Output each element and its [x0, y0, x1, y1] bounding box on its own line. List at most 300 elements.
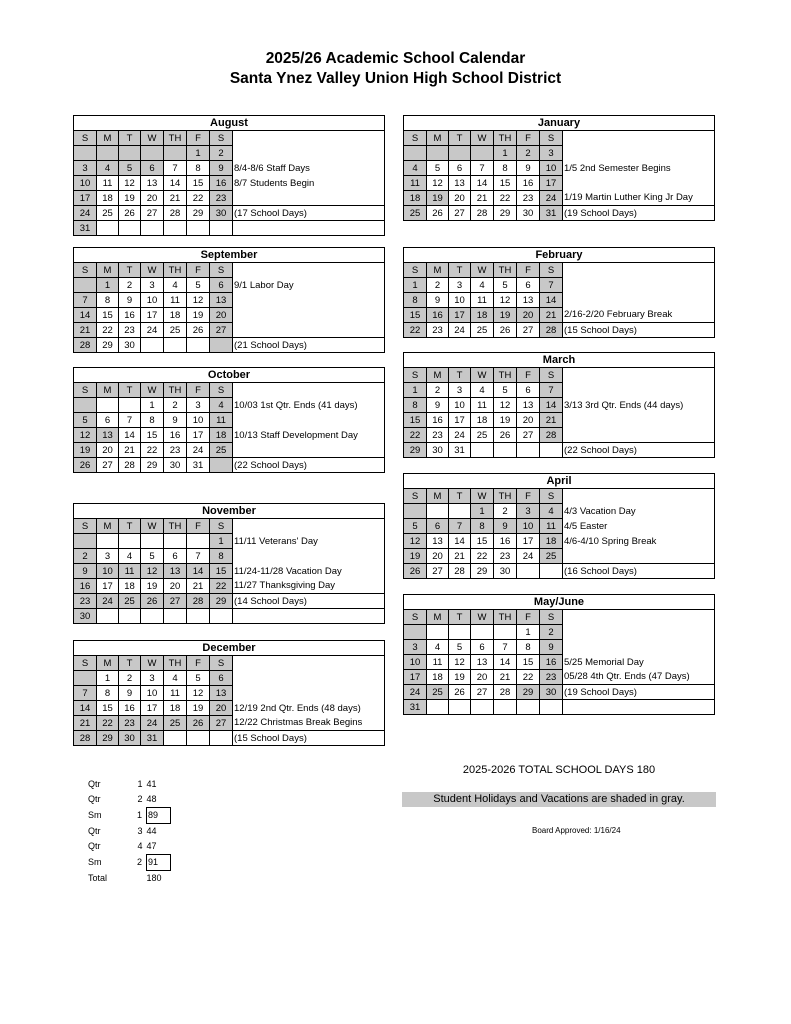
day-cell: 7	[187, 549, 210, 564]
day-cell: 28	[164, 206, 187, 221]
day-cell	[494, 700, 517, 715]
week-row	[404, 640, 715, 655]
day-cell: 12	[494, 293, 517, 308]
day-cell: 3	[74, 161, 97, 176]
day-of-week-header: TH	[164, 519, 187, 534]
day-cell: 19	[494, 308, 517, 323]
day-cell: 8	[187, 161, 210, 176]
day-cell: 17	[449, 413, 471, 428]
day-cell: 14	[74, 308, 97, 323]
day-note: 1/5 2nd Semester Begins	[563, 161, 715, 176]
day-of-week-header: S	[74, 131, 97, 146]
day-cell: 17	[187, 428, 210, 443]
day-cell: 16	[517, 176, 540, 191]
day-cell: 15	[404, 308, 427, 323]
day-cell: 26	[187, 716, 210, 731]
day-cell	[164, 146, 187, 161]
day-stats	[88, 777, 171, 886]
day-cell: 2	[517, 146, 540, 161]
stat-value: 47	[146, 841, 157, 851]
day-cell: 17	[449, 308, 471, 323]
day-of-week-header: S	[74, 383, 97, 398]
day-cell: 9	[517, 161, 540, 176]
week-row	[74, 308, 385, 323]
day-cell	[494, 625, 517, 640]
day-cell: 5	[427, 161, 449, 176]
day-cell: 14	[119, 428, 141, 443]
month-calendar-december	[73, 640, 385, 746]
day-cell	[404, 146, 427, 161]
day-cell: 17	[540, 176, 563, 191]
day-cell	[141, 534, 164, 549]
day-note	[233, 323, 385, 338]
day-cell: 1	[210, 534, 233, 549]
day-cell: 9	[119, 293, 141, 308]
day-cell: 24	[449, 323, 471, 338]
day-of-week-header: F	[517, 368, 540, 383]
day-note: (22 School Days)	[233, 458, 385, 473]
week-row	[74, 413, 385, 428]
stat-row	[88, 808, 171, 824]
week-row	[74, 398, 385, 413]
day-cell: 16	[427, 413, 449, 428]
day-note: 12/19 2nd Qtr. Ends (48 days)	[233, 701, 385, 716]
day-cell: 13	[427, 534, 449, 549]
day-cell: 22	[141, 443, 164, 458]
day-of-week-header: M	[97, 383, 119, 398]
day-cell	[427, 146, 449, 161]
day-cell: 18	[164, 701, 187, 716]
day-of-week-header: W	[471, 610, 494, 625]
stat-label: Sm	[88, 857, 102, 867]
day-note: 4/5 Easter	[563, 519, 715, 534]
day-cell: 22	[404, 428, 427, 443]
day-cell: 6	[471, 640, 494, 655]
day-cell: 10	[449, 398, 471, 413]
day-cell: 5	[494, 278, 517, 293]
stat-row	[88, 871, 171, 887]
day-cell: 22	[404, 323, 427, 338]
day-cell: 21	[74, 716, 97, 731]
stat-row	[88, 792, 171, 808]
day-cell: 1	[404, 278, 427, 293]
day-cell: 25	[97, 206, 119, 221]
day-cell: 29	[97, 338, 119, 353]
day-cell: 20	[427, 549, 449, 564]
day-cell: 4	[427, 640, 449, 655]
day-note: (14 School Days)	[233, 594, 385, 609]
day-cell	[97, 221, 119, 236]
stat-value: 180	[146, 873, 162, 883]
day-note: (19 School Days)	[563, 685, 715, 700]
day-cell: 28	[119, 458, 141, 473]
day-note: 05/28 4th Qtr. Ends (47 Days)	[563, 670, 715, 685]
day-note	[233, 609, 385, 624]
day-cell: 3	[449, 278, 471, 293]
day-cell	[97, 398, 119, 413]
day-cell: 7	[119, 413, 141, 428]
week-row	[74, 146, 385, 161]
day-cell: 13	[517, 398, 540, 413]
week-row	[74, 458, 385, 473]
day-cell: 2	[119, 671, 141, 686]
day-of-week-header: T	[449, 489, 471, 504]
day-cell: 25	[540, 549, 563, 564]
day-cell: 7	[494, 640, 517, 655]
day-cell: 22	[471, 549, 494, 564]
day-cell: 18	[119, 579, 141, 594]
day-cell: 26	[449, 685, 471, 700]
day-cell	[119, 534, 141, 549]
day-note	[563, 383, 715, 398]
day-cell	[471, 146, 494, 161]
day-cell: 13	[164, 564, 187, 579]
month-calendar-october	[73, 367, 385, 473]
day-cell: 27	[471, 685, 494, 700]
day-of-week-header: W	[141, 383, 164, 398]
day-cell: 30	[119, 731, 141, 746]
day-of-week-header: T	[119, 131, 141, 146]
day-note: 11/11 Veterans' Day	[233, 534, 385, 549]
day-cell: 23	[494, 549, 517, 564]
stat-number: 4	[137, 841, 143, 852]
day-cell: 26	[427, 206, 449, 221]
day-cell: 21	[471, 191, 494, 206]
day-cell: 4	[471, 383, 494, 398]
day-cell	[210, 221, 233, 236]
week-row	[404, 670, 715, 685]
day-cell: 22	[210, 579, 233, 594]
board-approval: Board Approved: 1/16/24	[532, 826, 621, 835]
week-row	[404, 413, 715, 428]
day-cell: 21	[119, 443, 141, 458]
day-cell: 22	[494, 191, 517, 206]
day-cell: 23	[517, 191, 540, 206]
day-cell: 1	[471, 504, 494, 519]
notes-column	[233, 263, 385, 278]
day-cell	[97, 534, 119, 549]
week-row	[74, 549, 385, 564]
day-of-week-header: S	[404, 131, 427, 146]
day-cell: 10	[449, 293, 471, 308]
week-row	[74, 716, 385, 731]
week-row	[404, 700, 715, 715]
day-cell: 5	[449, 640, 471, 655]
day-cell	[119, 146, 141, 161]
day-note	[563, 549, 715, 564]
day-cell: 4	[210, 398, 233, 413]
week-row	[404, 428, 715, 443]
day-cell	[449, 625, 471, 640]
day-cell	[164, 609, 187, 624]
day-note: 10/13 Staff Development Day	[233, 428, 385, 443]
day-cell: 6	[164, 549, 187, 564]
day-cell	[164, 338, 187, 353]
day-cell: 9	[494, 519, 517, 534]
day-cell: 27	[517, 428, 540, 443]
month-name: January	[404, 116, 715, 131]
day-cell: 20	[164, 579, 187, 594]
stat-row	[88, 777, 171, 792]
day-of-week-header: W	[471, 368, 494, 383]
day-cell: 23	[427, 428, 449, 443]
day-of-week-header: M	[427, 131, 449, 146]
day-cell: 9	[119, 686, 141, 701]
week-row	[74, 323, 385, 338]
day-cell: 18	[164, 308, 187, 323]
day-cell: 21	[187, 579, 210, 594]
week-row	[404, 504, 715, 519]
week-row	[74, 701, 385, 716]
week-row	[404, 206, 715, 221]
day-cell: 16	[427, 308, 449, 323]
day-cell: 25	[210, 443, 233, 458]
day-cell: 2	[164, 398, 187, 413]
day-of-week-header: T	[119, 383, 141, 398]
day-cell: 17	[404, 670, 427, 685]
day-note	[233, 443, 385, 458]
day-cell: 13	[141, 176, 164, 191]
week-row	[404, 519, 715, 534]
day-cell: 16	[540, 655, 563, 670]
day-cell: 14	[494, 655, 517, 670]
day-cell: 10	[74, 176, 97, 191]
day-cell: 17	[97, 579, 119, 594]
week-row	[404, 443, 715, 458]
day-cell: 15	[471, 534, 494, 549]
day-cell: 17	[517, 534, 540, 549]
day-cell: 30	[164, 458, 187, 473]
day-note: 5/25 Memorial Day	[563, 655, 715, 670]
day-cell: 14	[164, 176, 187, 191]
day-cell	[187, 534, 210, 549]
day-cell: 3	[449, 383, 471, 398]
day-cell	[74, 278, 97, 293]
stat-number: 2	[136, 857, 142, 867]
day-cell: 27	[449, 206, 471, 221]
day-cell: 24	[141, 323, 164, 338]
day-cell: 12	[119, 176, 141, 191]
notes-column	[563, 263, 715, 278]
day-cell: 29	[141, 458, 164, 473]
day-cell: 22	[97, 716, 119, 731]
stat-label: Qtr	[88, 825, 101, 836]
day-cell: 8	[471, 519, 494, 534]
day-cell: 12	[494, 398, 517, 413]
week-row	[404, 534, 715, 549]
day-cell: 20	[517, 308, 540, 323]
day-cell: 15	[494, 176, 517, 191]
day-of-week-header: W	[471, 263, 494, 278]
day-cell: 6	[141, 161, 164, 176]
week-row	[404, 191, 715, 206]
day-note: (16 School Days)	[563, 564, 715, 579]
day-cell: 16	[119, 701, 141, 716]
stat-row	[88, 824, 171, 840]
day-cell: 10	[141, 293, 164, 308]
day-cell	[97, 146, 119, 161]
month-calendar-may-june	[403, 594, 715, 715]
week-row	[74, 564, 385, 579]
day-cell: 8	[404, 398, 427, 413]
day-cell: 5	[119, 161, 141, 176]
day-cell: 23	[74, 594, 97, 609]
day-cell	[141, 146, 164, 161]
day-cell: 14	[449, 534, 471, 549]
total-school-days: 2025-2026 TOTAL SCHOOL DAYS 180	[462, 764, 656, 776]
day-note	[563, 625, 715, 640]
day-cell	[517, 700, 540, 715]
day-cell: 6	[210, 278, 233, 293]
day-of-week-header: S	[404, 489, 427, 504]
day-cell: 14	[471, 176, 494, 191]
day-cell: 30	[540, 685, 563, 700]
day-cell: 7	[449, 519, 471, 534]
day-cell: 30	[119, 338, 141, 353]
day-of-week-header: M	[97, 656, 119, 671]
day-cell: 31	[74, 221, 97, 236]
day-note	[233, 293, 385, 308]
day-cell: 14	[540, 398, 563, 413]
day-cell: 12	[74, 428, 97, 443]
day-note: (15 School Days)	[563, 323, 715, 338]
month-calendar-february	[403, 247, 715, 338]
day-note: (22 School Days)	[563, 443, 715, 458]
day-cell: 19	[427, 191, 449, 206]
day-cell: 26	[494, 428, 517, 443]
stat-label: Qtr	[88, 794, 101, 805]
day-cell: 24	[449, 428, 471, 443]
day-of-week-header: W	[141, 656, 164, 671]
day-cell: 30	[494, 564, 517, 579]
month-name: September	[74, 248, 385, 263]
notes-column	[563, 131, 715, 146]
day-of-week-header: TH	[164, 131, 187, 146]
day-cell: 27	[141, 206, 164, 221]
week-row	[404, 323, 715, 338]
day-cell	[427, 625, 449, 640]
day-cell: 19	[187, 701, 210, 716]
day-cell: 30	[427, 443, 449, 458]
day-cell	[471, 625, 494, 640]
day-cell: 28	[74, 338, 97, 353]
day-cell	[210, 609, 233, 624]
day-note	[563, 176, 715, 191]
day-note	[233, 146, 385, 161]
day-of-week-header: S	[74, 519, 97, 534]
day-cell: 26	[119, 206, 141, 221]
day-cell	[404, 625, 427, 640]
day-note	[233, 549, 385, 564]
week-row	[74, 686, 385, 701]
stat-value: 48	[146, 794, 157, 804]
day-cell	[141, 338, 164, 353]
day-cell: 17	[141, 701, 164, 716]
day-cell: 2	[427, 383, 449, 398]
day-cell	[187, 221, 210, 236]
day-of-week-header: T	[119, 263, 141, 278]
day-cell: 7	[74, 293, 97, 308]
day-cell: 24	[404, 685, 427, 700]
day-cell: 4	[164, 278, 187, 293]
stat-value: 41	[146, 779, 157, 789]
day-cell: 21	[540, 413, 563, 428]
day-note: 3/13 3rd Qtr. Ends (44 days)	[563, 398, 715, 413]
day-cell: 5	[187, 278, 210, 293]
day-note: 11/27 Thanksgiving Day	[233, 579, 385, 594]
day-cell	[119, 221, 141, 236]
week-row	[74, 221, 385, 236]
day-of-week-header: S	[210, 383, 233, 398]
day-of-week-header: F	[187, 383, 210, 398]
day-cell: 11	[164, 293, 187, 308]
day-note: 10/03 1st Qtr. Ends (41 days)	[233, 398, 385, 413]
day-cell: 19	[141, 579, 164, 594]
notes-column	[563, 610, 715, 625]
day-cell: 28	[471, 206, 494, 221]
notes-column	[233, 656, 385, 671]
week-row	[74, 191, 385, 206]
day-of-week-header: F	[187, 131, 210, 146]
day-cell: 8	[97, 686, 119, 701]
stat-number	[120, 871, 147, 887]
day-of-week-header: S	[210, 263, 233, 278]
day-of-week-header: W	[141, 131, 164, 146]
day-of-week-header: TH	[494, 368, 517, 383]
day-cell: 7	[164, 161, 187, 176]
day-cell: 25	[164, 716, 187, 731]
month-calendar-august	[73, 115, 385, 236]
month-calendar-september	[73, 247, 385, 353]
day-cell	[540, 443, 563, 458]
day-cell: 15	[517, 655, 540, 670]
day-cell: 23	[119, 323, 141, 338]
day-cell: 1	[141, 398, 164, 413]
day-of-week-header: F	[187, 519, 210, 534]
day-cell: 19	[449, 670, 471, 685]
day-cell: 16	[210, 176, 233, 191]
day-cell: 5	[494, 383, 517, 398]
day-note	[563, 413, 715, 428]
day-cell: 18	[427, 670, 449, 685]
day-cell: 30	[210, 206, 233, 221]
day-of-week-header: S	[404, 263, 427, 278]
day-cell: 21	[494, 670, 517, 685]
day-cell: 31	[449, 443, 471, 458]
day-cell: 11	[471, 398, 494, 413]
day-cell	[187, 609, 210, 624]
day-cell	[540, 564, 563, 579]
day-cell: 3	[517, 504, 540, 519]
day-cell: 15	[97, 308, 119, 323]
day-cell: 3	[404, 640, 427, 655]
day-cell: 14	[540, 293, 563, 308]
month-name: December	[74, 641, 385, 656]
day-cell: 16	[494, 534, 517, 549]
day-cell: 27	[97, 458, 119, 473]
stat-value: 44	[146, 826, 157, 836]
day-note: 4/6-4/10 Spring Break	[563, 534, 715, 549]
day-cell: 11	[427, 655, 449, 670]
day-cell: 26	[74, 458, 97, 473]
day-cell: 5	[404, 519, 427, 534]
day-of-week-header: S	[210, 656, 233, 671]
day-cell: 29	[404, 443, 427, 458]
day-cell: 25	[164, 323, 187, 338]
day-cell: 20	[141, 191, 164, 206]
day-note: 2/16-2/20 February Break	[563, 308, 715, 323]
day-note	[563, 428, 715, 443]
